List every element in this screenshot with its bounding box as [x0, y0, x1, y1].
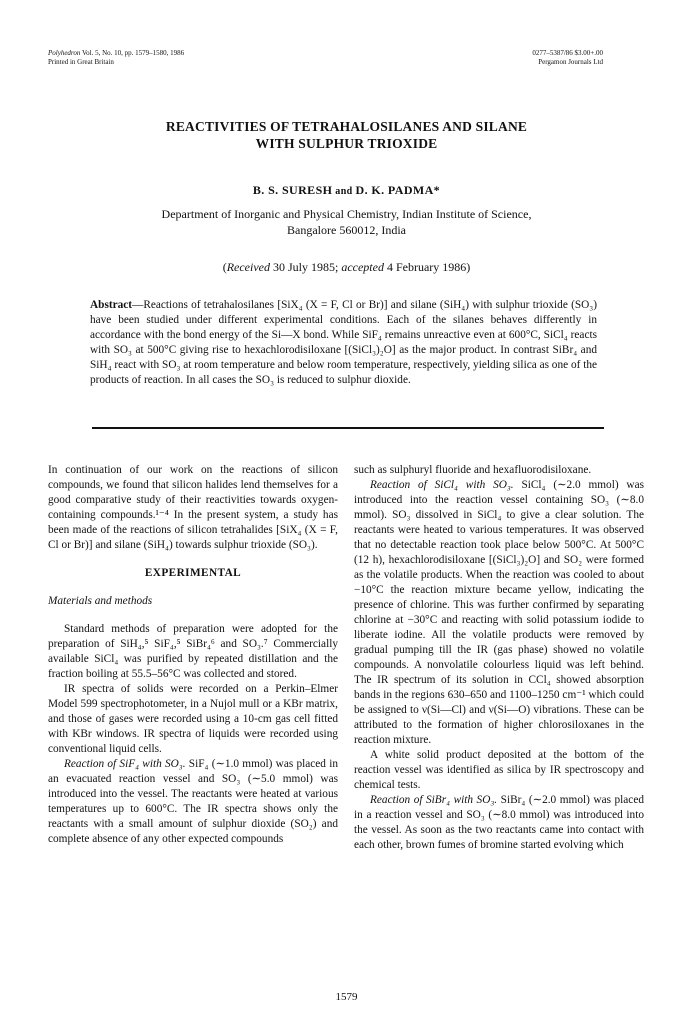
materials-heading: Materials and methods — [48, 595, 153, 607]
sicl4-text: SiCl₄ (∼2.0 mmol) was introduced into the reaction vessel containing SO₃ (∼8.0 mmol). SO₃ dissolved in SiCl₄ to give a clear solution. The reactants were heated to various temperatures. It was observed that no detectable reaction took place below 500°C. At 500°C (12 h), hexachlorodisiloxane [(SiCl₃)₂O] and SO₂ were formed as the volatile products. When the reaction was cooled to about −10°C the reaction mixture became yellow, indicating the presence of chlorine. This was further confirmed by separating chlorine at −30°C and reacting with solid potassium iodide to liberate iodine. All the volatile products were removed by gradual pumping till the IR (gas phase) showed no volatile compounds. A nonvolatile colourless liquid was left behind. The IR spectrum of its solution in CCl₄ showed absorption bands in the regions 630–650 and 1100–1250 cm⁻¹ which could be assigned to ν(Si—Cl) and ν(Si—O) vibrations. These can be attributed to the formation of higher chlorosiloxanes in the reaction mixture. — [354, 479, 644, 746]
abstract-paragraph — [90, 298, 597, 388]
left-column — [48, 463, 338, 847]
author-1: B. S. SURESH — [252, 183, 333, 197]
continuation-paragraph: such as sulphuryl fluoride and hexafluorodisiloxane. — [354, 464, 592, 476]
accepted-label: accepted — [341, 260, 384, 274]
affiliation-line-1: Department of Inorganic and Physical Chemistry, Indian Institute of Science, — [161, 207, 532, 221]
received-label: Received — [226, 260, 270, 274]
journal-citation — [48, 49, 184, 58]
sicl4-paragraph — [354, 478, 644, 748]
issn-price: 0277–5387/86 $3.00+.00 — [532, 49, 603, 57]
sicl4-label: Reaction of SiCl₄ with SO₃. — [370, 479, 514, 491]
journal-name: Polyhedron — [48, 49, 81, 57]
journal-header-left — [48, 49, 184, 67]
author-list — [0, 183, 693, 198]
affiliation — [0, 206, 693, 238]
abstract-text: —Reactions of tetrahalosilanes [SiX₄ (X = F, Cl or Br)] and silane (SiH₄) with sulphur trioxide (SO₃) have been studied under different experimental conditions. Each of the silanes behaves differently in accordance with the bond energy of the Si—X bond. While SiF₄ remains unreactive even at 600°C, SiCl₄ reacts with SO₃ at 500°C giving rise to hexachlorodisiloxane [(SiCl₃)₂O] as the major product. In contrast SiBr₄ and SiH₄ react with SO₃ at room temperature and below room temperature, respectively, yielding silica as one of the products of reaction. In all cases the SO₃ is reduced to sulphur dioxide. — [90, 299, 597, 386]
author-2: D. K. PADMA* — [355, 183, 441, 197]
sif4-paragraph — [48, 757, 338, 847]
right-column — [354, 463, 644, 853]
sibr4-label: Reaction of SiBr₄ with SO₃. — [370, 794, 498, 806]
ir-paragraph: IR spectra of solids were recorded on a Perkin–Elmer Model 599 spectrophotometer, in a Nujol mull or a KBr matrix, and those of gases were recorded using a 10-cm gas cell fitted with KBr windows. IR spectra of liquids were recorded using conventional liquid cells. — [48, 683, 338, 755]
accepted-date: 4 February 1986) — [383, 260, 471, 274]
intro-paragraph: In continuation of our work on the reactions of silicon compounds, we found that silicon halides lend themselves for a good comparative study of their reactivities towards oxygen-containing compounds.¹⁻⁴ In the present system, a study has been made of the reactions of silicon tetrahalides [SiX₄ (X = F, Cl or Br)] and silane (SiH₄) towards sulphur trioxide (SO₃). — [48, 464, 338, 551]
title-line-1: REACTIVITIES OF TETRAHALOSILANES AND SILANE — [165, 119, 528, 134]
page-number: 1579 — [335, 991, 358, 1003]
sif4-text: SiF₄ (∼1.0 mmol) was placed in an evacuated reaction vessel and SO₃ (∼5.0 mmol) was introduced into the vessel. The reactants were heated at various temperatures up to 600°C. The IR spectra shows only the reactants with a small amount of sulphur dioxide (SO₂) and complete absence of any other expected compounds — [48, 758, 338, 845]
title-line-2: WITH SULPHUR TRIOXIDE — [255, 136, 438, 151]
paren-open: ( — [222, 260, 227, 274]
sif4-label: Reaction of SiF₄ with SO₃. — [64, 758, 186, 770]
methods-paragraph: Standard methods of preparation were adopted for the preparation of SiH₄,⁵ SiF₄,⁵ SiBr₄⁶ and SO₃.⁷ Commercially available SiCl₄ was purified by repeated distillation and the fraction boiling at 55.5–56°C was collected and stored. — [48, 623, 338, 680]
experimental-heading: EXPERIMENTAL — [144, 567, 242, 579]
publisher: Pergamon Journals Ltd — [538, 58, 603, 66]
abstract-divider — [92, 427, 604, 429]
received-date: 30 July 1985; — [269, 260, 342, 274]
sibr4-text: SiBr₄ (∼2.0 mmol) was placed in a reaction vessel and SO₃ (∼8.0 mmol) was introduced into the vessel. As soon as the two reactants came into contact with each other, brown fumes of bromine started evolving which — [354, 794, 644, 851]
printed-in: Printed in Great Britain — [48, 58, 114, 66]
sibr4-paragraph — [354, 793, 644, 853]
journal-header-right — [532, 49, 603, 67]
abstract — [90, 298, 597, 388]
received-dates — [0, 260, 693, 275]
article-title — [0, 118, 693, 152]
citation-detail: Vol. 5, No. 10, pp. 1579–1580, 1986 — [80, 49, 185, 57]
silica-paragraph: A white solid product deposited at the bottom of the reaction vessel was identified as silica by IR spectroscopy and chemical tests. — [354, 749, 644, 791]
abstract-label: Abstract — [90, 299, 133, 311]
affiliation-line-2: Bangalore 560012, India — [287, 223, 406, 237]
author-conjunction: and — [332, 186, 356, 197]
